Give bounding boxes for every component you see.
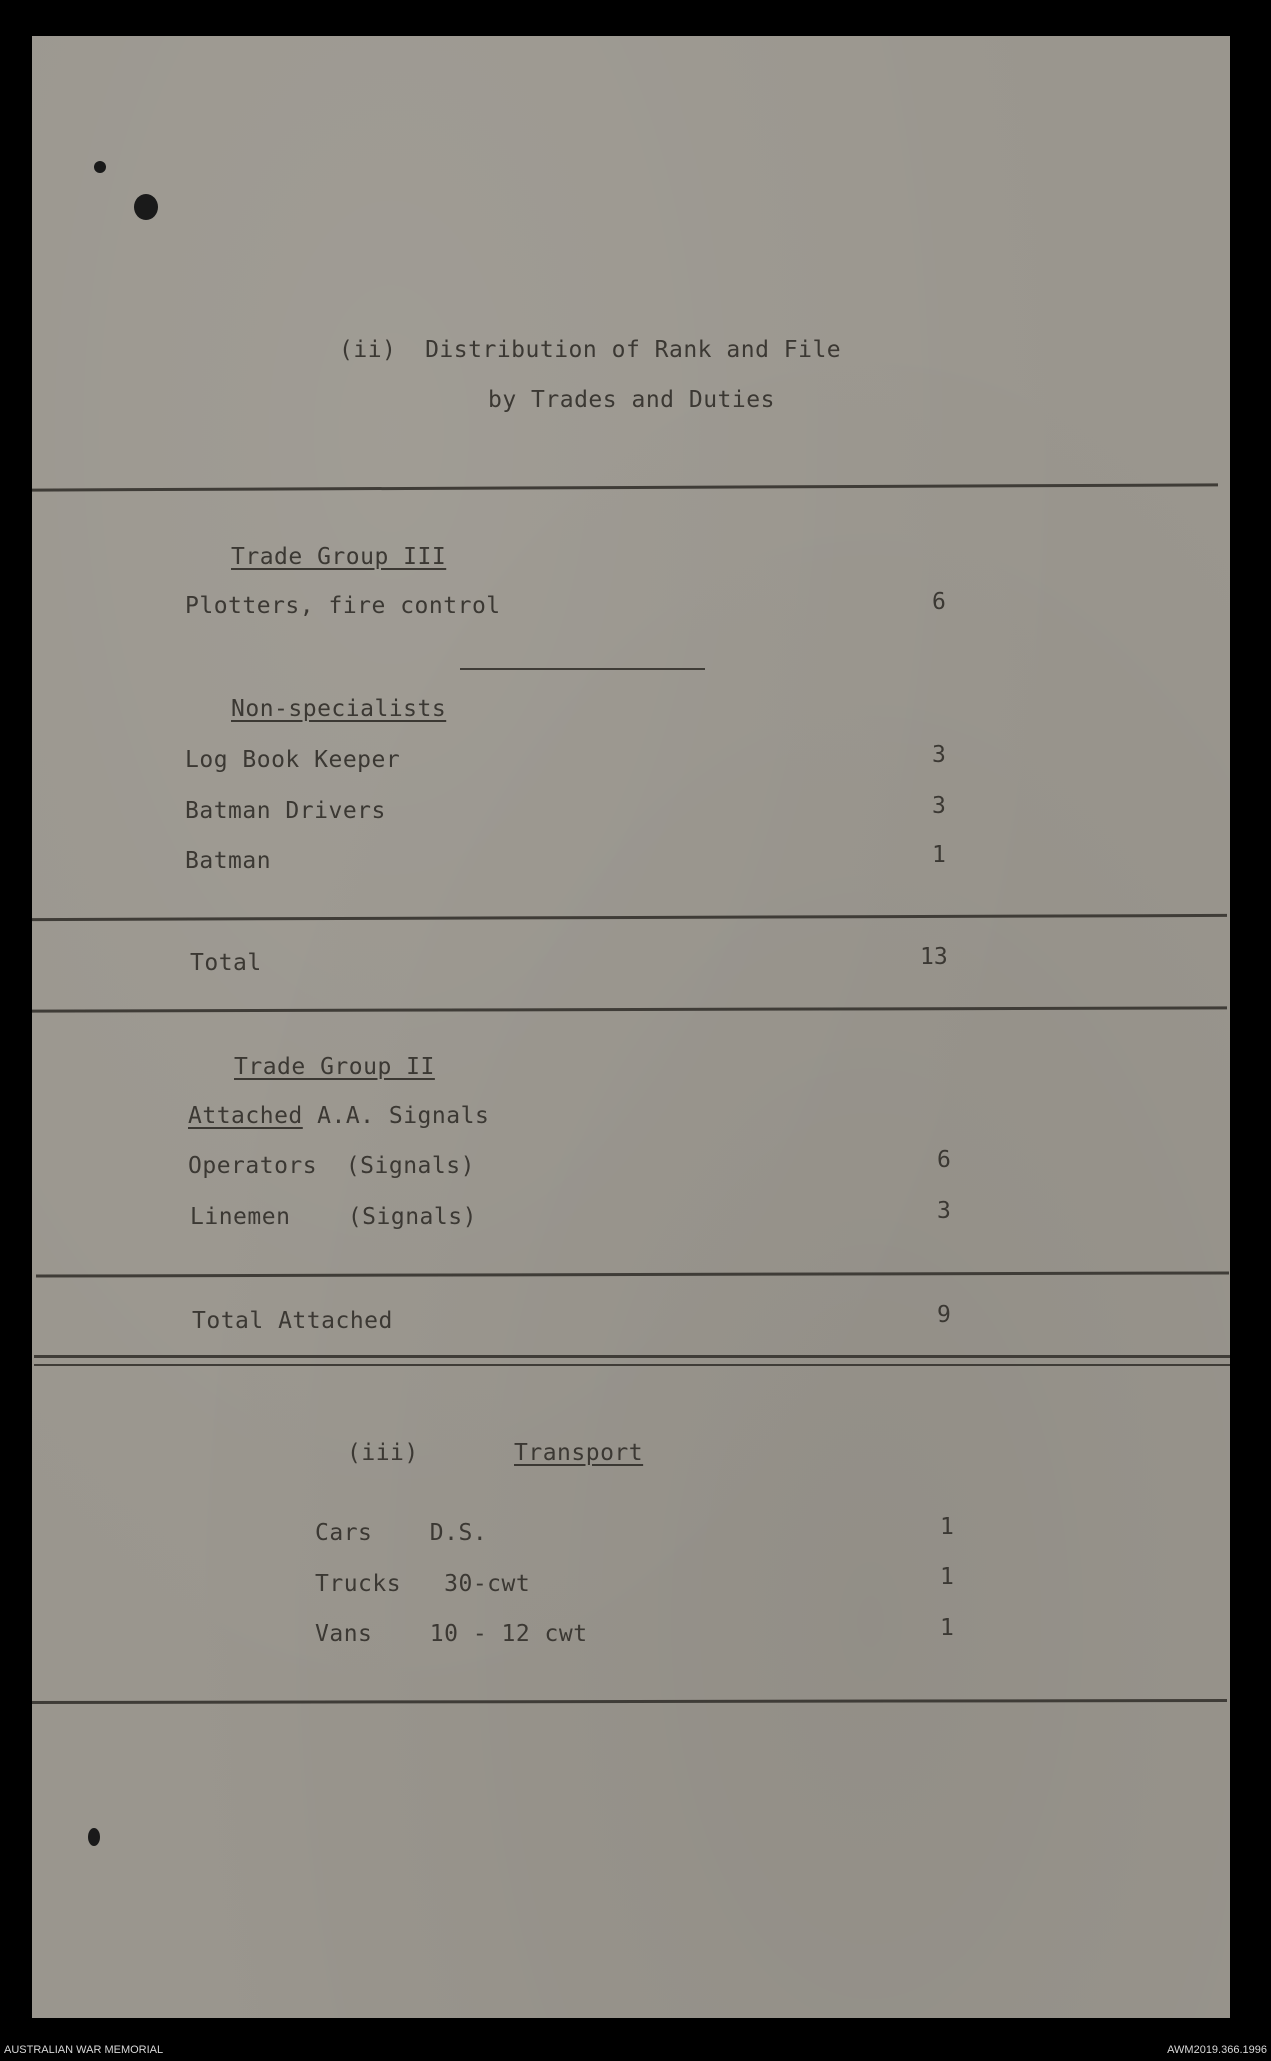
punch-mark bbox=[94, 161, 106, 173]
row-label: Log Book Keeper bbox=[185, 747, 401, 773]
document-page bbox=[32, 36, 1230, 2018]
row-label: Cars D.S. bbox=[315, 1520, 488, 1546]
row-value: 6 bbox=[932, 589, 946, 615]
section-title-transport: Transport bbox=[514, 1440, 644, 1466]
total-attached-label: Total Attached bbox=[192, 1308, 393, 1334]
attached-rest: A.A. Signals bbox=[302, 1103, 490, 1129]
divider bbox=[32, 1699, 1227, 1704]
row-label: Batman Drivers bbox=[185, 798, 386, 824]
row-value: 3 bbox=[932, 742, 946, 768]
attached-signals-label bbox=[188, 1105, 489, 1128]
section-title-trade-group-ii: Trade Group II bbox=[234, 1054, 435, 1080]
footer-right-id: AWM2019.366.1996 bbox=[1167, 2044, 1267, 2056]
row-value: 1 bbox=[940, 1564, 954, 1590]
row-label: Vans 10 - 12 cwt bbox=[315, 1621, 588, 1647]
section-title-trade-group-iii: Trade Group III bbox=[231, 544, 447, 570]
total-label: Total bbox=[190, 950, 262, 976]
row-value: 1 bbox=[940, 1615, 954, 1641]
transport-number: (iii) bbox=[347, 1440, 419, 1466]
row-label: Plotters, fire control bbox=[185, 593, 501, 619]
row-value: 1 bbox=[932, 842, 946, 868]
row-label: Linemen (Signals) bbox=[190, 1204, 477, 1230]
divider bbox=[32, 914, 1227, 921]
footer-left-credit: AUSTRALIAN WAR MEMORIAL bbox=[4, 2044, 164, 2056]
row-value: 6 bbox=[937, 1147, 951, 1173]
punch-hole bbox=[134, 194, 158, 220]
double-divider-bottom bbox=[34, 1364, 1230, 1366]
total-value: 13 bbox=[920, 944, 948, 970]
document-heading-line1: (ii) Distribution of Rank and File bbox=[339, 337, 842, 363]
divider bbox=[36, 1271, 1229, 1277]
row-value: 1 bbox=[940, 1514, 954, 1540]
row-value: 3 bbox=[937, 1198, 951, 1224]
section-title-non-specialists: Non-specialists bbox=[231, 696, 447, 722]
row-label: Batman bbox=[185, 848, 272, 874]
row-label: Operators (Signals) bbox=[188, 1153, 475, 1179]
divider bbox=[32, 1006, 1227, 1012]
row-label: Trucks 30-cwt bbox=[315, 1571, 531, 1597]
document-heading-line2: by Trades and Duties bbox=[488, 387, 775, 413]
punch-mark bbox=[88, 1828, 100, 1846]
row-value: 3 bbox=[932, 793, 946, 819]
section-divider bbox=[460, 668, 705, 670]
attached-word: Attached bbox=[188, 1103, 303, 1129]
divider bbox=[32, 483, 1218, 491]
double-divider-top bbox=[34, 1355, 1230, 1358]
total-attached-value: 9 bbox=[937, 1302, 951, 1328]
